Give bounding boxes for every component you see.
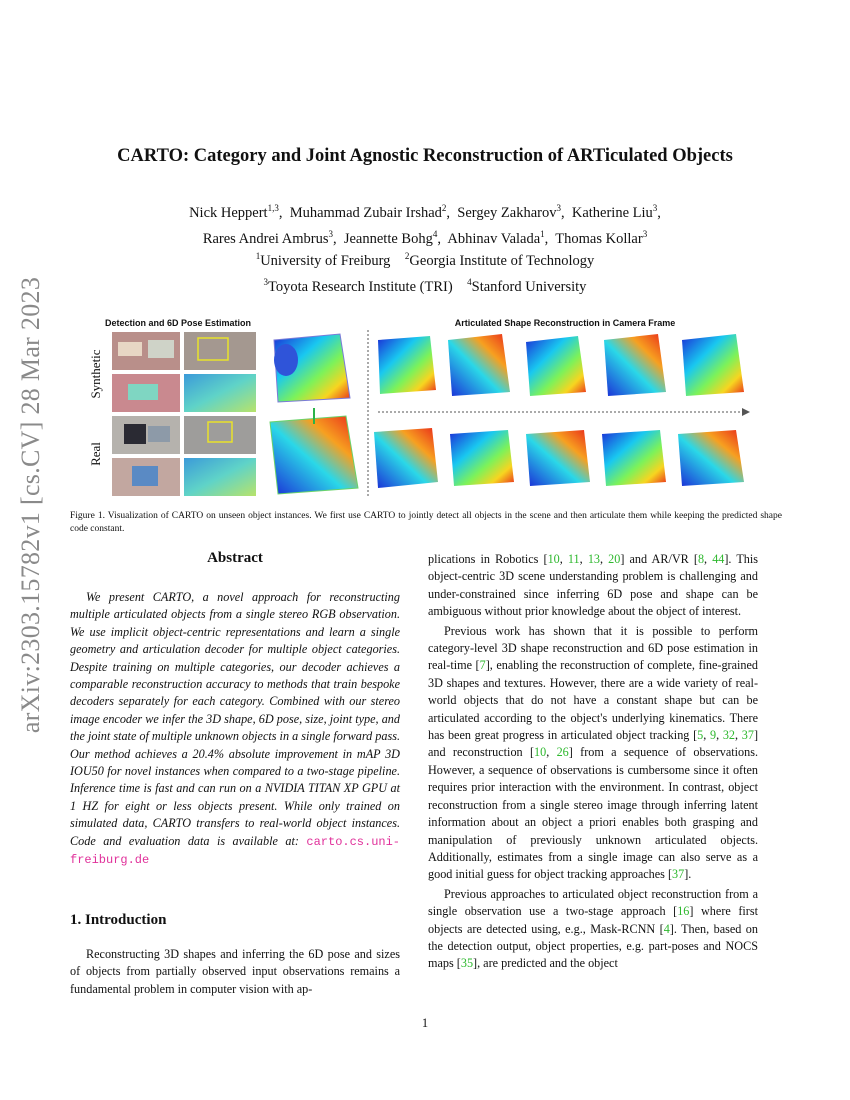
articulation-sequence-real (374, 428, 744, 488)
abstract-section (70, 550, 400, 870)
figure-1 (78, 312, 770, 500)
citation-link[interactable]: 10 (534, 745, 547, 760)
introduction-section (70, 912, 400, 998)
figure-right-title: Articulated Shape Reconstruction in Camera Frame (454, 318, 676, 328)
figure-caption: Figure 1. Visualization of CARTO on unseen object instances. We first use CARTO to jointly detect all objects in the scene and then articulate them while keeping the predicted shape code constant. (70, 511, 782, 534)
paragraph-previous-work: Previous work has shown that it is possible to perform category-level 3D shape reconstruction and 6D pose estimation in real-time [7], enabling the reconstruction of complete, fine-grained 3D shapes and textures. However, there are a wide variety of real-world objects that do not have a constant shape but can be articulated according to the object's underlying kinematics. There has been great progress in articulated object tracking [5, 9, 32, 37] and reconstruction [10, 26] from a sequence of observations. However, a sequence of observations is cumbersome since it often requires prior interaction with the environment. In contrast, object reconstruction from a single stereo image through inferring latent information about an object a priori enables both grasping and manipulation of previously unknown articulated objects. Additionally, estimates from a single image can also serve as a good initial guess for object tracking approaches [37]. (428, 623, 759, 882)
citation-link[interactable]: 4 (663, 921, 670, 936)
arxiv-stamp (8, 276, 54, 734)
citation-link[interactable]: 35 (460, 956, 474, 971)
citation-link[interactable]: 9 (709, 728, 717, 743)
author: Katherine Liu$^3$ (571, 203, 658, 221)
author: Sergey Zakharov$^3$ (457, 203, 561, 221)
input-image-grid (112, 332, 256, 496)
citation-link[interactable]: 37 (672, 867, 685, 882)
paragraph-two-stage: Previous approaches to articulated object reconstruction from a single observation use a two-stage approach [16] where first objects are detected using, e.g., Mask-RCNN [4]. Then, based on the detection output, object properties, e.g. part-poses and NOCS maps [35], are predicted and the object (428, 886, 758, 971)
citation-link[interactable]: 44 (712, 552, 725, 566)
author: Rares Andrei Ambrus$^3$ (202, 228, 333, 247)
citation-link[interactable]: 7 (479, 658, 486, 673)
citation-link[interactable]: 37 (741, 728, 754, 743)
author-line-1: Nick Heppert$^{1,3}$, Muhammad Zubair Irshad$^2$, Sergey Zakharov$^3$, Katherine Liu$^3$, (189, 203, 661, 221)
introduction-body: Reconstructing 3D shapes and inferring the 6D pose and sizes of objects from partially observed input observations remains a fundamental problem in computer vision with ap- (70, 947, 400, 996)
page-number: 1 (421, 1016, 429, 1030)
row-label-synthetic: Synthetic (88, 349, 103, 399)
citation-link[interactable]: 16 (677, 904, 690, 919)
affiliation-line-2: $^3$Toyota Research Institute (TRI) $^4$Stanford University (263, 276, 587, 295)
project-url-link[interactable]: carto.cs.uni-freiburg.de (70, 834, 401, 868)
row-label-real: Real (88, 442, 103, 466)
citation-link[interactable]: 8 (697, 552, 705, 566)
pose-box-real (270, 408, 358, 494)
paper-title: CARTO: Category and Joint Agnostic Reconstruction of ARTiculated Objects (117, 146, 733, 166)
author: Thomas Kollar$^3$ (555, 228, 648, 247)
author: Muhammad Zubair Irshad$^2$ (289, 203, 447, 221)
right-column (428, 551, 758, 973)
citation-link[interactable]: 13 (587, 552, 600, 566)
author: Jeannette Bohg$^4$ (343, 228, 438, 247)
abstract-body: We present CARTO, a novel approach for reconstructing multiple articulated objects from a single stereo RGB observation. We use implicit object-centric representations and learn a single geometry and articulation decoder for multiple object categories. Despite training on multiple categories, our decoder achieves a comparable reconstruction accuracy to methods that train bespoke decoders separately for each category. Combined with our stereo image encoder we infer the 3D shape, 6D pose, size, joint type, and the joint state of multiple unknown objects in a single forward pass. Our method achieves a 20.4% absolute improvement in mAP 3D IOU50 for novel instances when compared to a two-stage pipeline. Inference time is fast and can run on a NVIDIA TITAN XP GPU at 1 HZ for eight or less objects present. While only trained on simulated data, CARTO transfers to real-world object instances. Code and evaluation data is available at: carto.cs.uni-freiburg.de (70, 590, 401, 868)
figure-1-graphic (78, 312, 770, 500)
author-list (60, 198, 790, 250)
author-line-2: Rares Andrei Ambrus$^3$, Jeannette Bohg$^4$, Abhinav Valada$^1$, Thomas Kollar$^3$ (202, 228, 648, 247)
author: Nick Heppert$^{1,3}$ (189, 203, 279, 221)
paragraph-applications: plications in Robotics [10, 11, 13, 20] and AR/VR [8, 44]. This object-centric 3D scene understanding problem is challenging and under-constrained since inferring 6D pose and shape can be ambiguous without prior knowledge about the object of interest. (428, 552, 759, 619)
affiliations (60, 246, 790, 298)
citation-link[interactable]: 26 (556, 745, 569, 760)
arxiv-stamp-text: arXiv:2303.15782v1 [cs.CV] 28 Mar 2023 (16, 276, 45, 734)
citation-link[interactable]: 10 (547, 552, 560, 566)
citation-link[interactable]: 20 (608, 552, 621, 566)
figure-left-title: Detection and 6D Pose Estimation (104, 318, 252, 328)
sequence-arrow-head (742, 408, 750, 416)
abstract-heading: Abstract (207, 550, 263, 566)
citation-link[interactable]: 11 (567, 552, 580, 566)
affiliation-line-1: $^1$University of Freiburg $^2$Georgia Institute of Technology (255, 251, 595, 269)
author: Abhinav Valada$^1$ (447, 228, 545, 247)
citation-link[interactable]: 5 (697, 728, 704, 743)
citation-link[interactable]: 32 (722, 728, 736, 743)
articulation-sequence-synthetic (378, 334, 744, 396)
pose-box-synthetic (274, 334, 350, 402)
introduction-heading: 1. Introduction (70, 912, 167, 928)
